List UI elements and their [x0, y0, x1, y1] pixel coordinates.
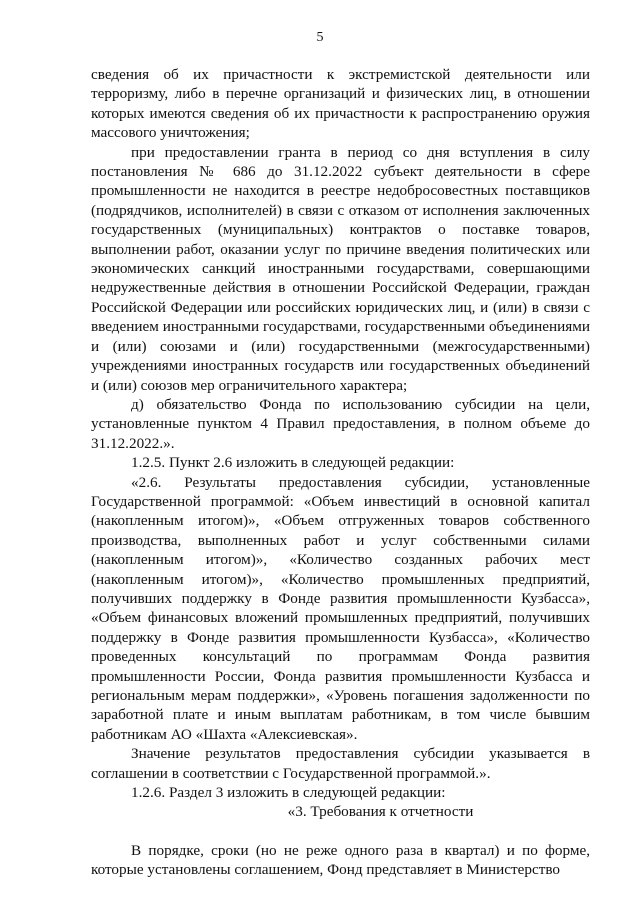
document-body [91, 65, 590, 880]
section-heading: «3. Требования к отчетности [287, 803, 474, 821]
page-number: 5 [316, 30, 324, 45]
paragraph-fund-obligation: д) обязательство Фонда по использованию субсидии на цели, установленные пунктом 4 Правил предоставления, в полном объеме до 31.12.2022.». [91, 395, 590, 452]
paragraph-results-2-6: «2.6. Результаты предоставления субсидии, установленные Государственной программой: «Объем инвестиций в основной капитал (накопленным итогом)», «Объем отгруженных товаров собственного производства, выполненных работ и услуг собственными силами (накопленным итогом)», «Количество созданных рабочих мест (накопленным итогом)», «Количество промышленных предприятий, получивших поддержку в Фонде развития промышленности Кузбасса», «Объем финансовых вложений промышленных предприятий, получивших поддержку в Фонде развития промышленности Кузбасса», «Количество проведенных консультаций по программам Фонда развития промышленности России, Фонда развития промышленности Кузбасса и региональным мерам поддержки», «Уровень погашения задолженности по заработной плате и иным выплатам работникам, в том числе бывшим работникам АО «Шахта «Алексиевская». [91, 473, 590, 743]
paragraph-sanctions-list-continuation: сведения об их причастности к экстремистской деятельности или терроризму, либо в перечне организаций и физических лиц, в отношении которых имеются сведения об их причастности к распространению оружия массового уничтожения; [91, 66, 590, 142]
paragraph-results-value: Значение результатов предоставления субсидии указывается в соглашении в соответствии с Государственной программой.». [91, 745, 590, 782]
paragraph-clause-1-2-5: 1.2.5. Пункт 2.6 изложить в следующей редакции: [131, 454, 455, 472]
paragraph-reporting-order: В порядке, сроки (но не реже одного раза в квартал) и по форме, которые установлены соглашением, Фонд представляет в Министерство [91, 841, 590, 879]
section-spacer [91, 822, 590, 841]
paragraph-grant-condition: при предоставлении гранта в период со дня вступления в силу постановления № 686 до 31.12.2022 субъект деятельности в сфере промышленности не находится в реестре недобросовестных поставщиков (подрядчиков, исполнителей) в связи с отказом от исполнения заключенных государственных (муниципальных) контрактов о поставке товаров, выполнении работ, оказании услуг по причине введения политических или экономических санкций иностранными государствами, совершающими недружественные действия в отношении Российской Федерации, граждан Российской Федерации или российских юридических лиц, и (или) в связи с введением иностранными государствами, государственными объединениями и (или) союзами и (или) государственными (межгосударственными) учреждениями иностранных государств или государственных объединений и (или) союзов мер ограничительного характера; [91, 143, 590, 394]
paragraph-clause-1-2-6: 1.2.6. Раздел 3 изложить в следующей редакции: [131, 784, 446, 802]
